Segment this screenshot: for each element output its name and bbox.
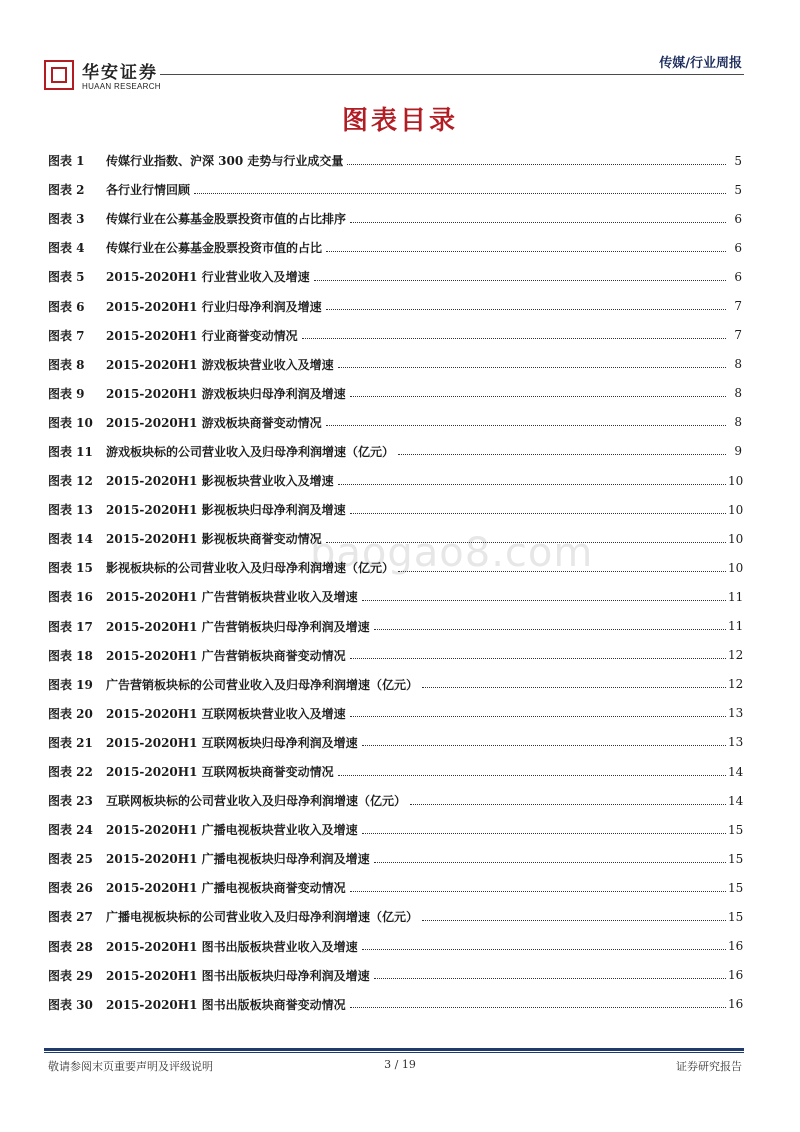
toc-entry[interactable] — [48, 233, 742, 262]
toc-entry-title: 2015-2020H1 图书出版板块营业收入及增速 — [106, 939, 358, 954]
toc-entry-page: 15 — [728, 880, 744, 895]
footer-divider-thin — [44, 1052, 744, 1053]
toc-entry-label: 图表 21 — [48, 735, 93, 750]
toc-entry-label: 图表 25 — [48, 852, 93, 867]
toc-entry-title: 互联网板块标的公司营业收入及归母净利润增速（亿元） — [106, 794, 407, 809]
toc-entry-leader — [338, 366, 726, 368]
toc-entry-leader — [347, 163, 726, 165]
toc-entry-leader — [338, 483, 726, 485]
toc-entry-title: 各行业行情回顾 — [106, 183, 191, 198]
toc-entry[interactable] — [48, 175, 742, 204]
toc-entry[interactable] — [48, 932, 742, 961]
toc-entry-page: 5 — [734, 153, 742, 168]
toc-entry-page: 7 — [734, 328, 742, 343]
toc-entry[interactable] — [48, 524, 742, 553]
toc-entry[interactable] — [48, 204, 742, 233]
toc-entry-title: 广告营销板块标的公司营业收入及归母净利润增速（亿元） — [106, 677, 419, 692]
toc-entry-label: 图表 22 — [48, 765, 93, 780]
toc-entry-title: 传媒行业在公募基金股票投资市值的占比排序 — [106, 212, 347, 227]
toc-entry[interactable] — [48, 350, 742, 379]
logo-english-name: HUAAN RESEARCH — [82, 82, 161, 91]
toc-entry[interactable] — [48, 699, 742, 728]
toc-entry-label: 图表 28 — [48, 939, 93, 954]
toc-entry[interactable] — [48, 815, 742, 844]
toc-entry-page: 14 — [728, 793, 744, 808]
toc-entry-leader — [374, 977, 726, 979]
toc-entry[interactable] — [48, 408, 742, 437]
toc-entry-title: 广播电视板块标的公司营业收入及归母净利润增速（亿元） — [106, 910, 419, 925]
toc-entry[interactable] — [48, 757, 742, 786]
toc-entry-label: 图表 18 — [48, 648, 93, 663]
toc-entry-label: 图表 26 — [48, 881, 93, 896]
toc-entry-leader — [422, 686, 726, 688]
toc-entry[interactable] — [48, 990, 742, 1019]
toc-entry-page: 11 — [728, 589, 744, 604]
footer-disclaimer: 敬请参阅末页重要声明及评级说明 — [48, 1060, 213, 1073]
toc-entry-page: 15 — [728, 851, 744, 866]
toc-entry-title: 影视板块标的公司营业收入及归母净利润增速（亿元） — [106, 561, 395, 576]
toc-entry-page: 13 — [728, 706, 744, 721]
toc-entry[interactable] — [48, 670, 742, 699]
toc-entry-page: 10 — [728, 560, 744, 575]
toc-entry[interactable] — [48, 321, 742, 350]
toc-entry-leader — [338, 774, 726, 776]
toc-entry-label: 图表 5 — [48, 270, 85, 285]
watermark-text: baogao8.com — [310, 530, 594, 576]
toc-entry-title: 2015-2020H1 游戏板块商誉变动情况 — [106, 415, 322, 430]
toc-entry-label: 图表 13 — [48, 503, 93, 518]
report-category-tag: 传媒/行业周报 — [659, 56, 742, 71]
logo-mark-icon — [44, 60, 74, 90]
toc-entry-page: 6 — [734, 211, 742, 226]
toc-entry[interactable] — [48, 466, 742, 495]
toc-entry[interactable] — [48, 553, 742, 582]
toc-entry-label: 图表 9 — [48, 386, 85, 401]
toc-entry-leader — [350, 657, 726, 659]
toc-entry-page: 10 — [728, 531, 744, 546]
toc-entry-leader — [326, 541, 726, 543]
toc-entry-leader — [374, 861, 726, 863]
toc-entry[interactable] — [48, 786, 742, 815]
toc-entry-label: 图表 12 — [48, 474, 93, 489]
toc-entry-page: 16 — [728, 939, 744, 954]
toc-entry-label: 图表 27 — [48, 910, 93, 925]
toc-entry[interactable] — [48, 902, 742, 931]
toc-entry-label: 图表 3 — [48, 212, 85, 227]
toc-entry[interactable] — [48, 641, 742, 670]
toc-entry-title: 游戏板块标的公司营业收入及归母净利润增速（亿元） — [106, 444, 395, 459]
toc-entry-page: 9 — [734, 444, 742, 459]
toc-entry[interactable] — [48, 379, 742, 408]
toc-entry-leader — [398, 570, 726, 572]
toc-entry-page: 10 — [728, 473, 744, 488]
toc-entry-page: 7 — [734, 299, 742, 314]
toc-entry-label: 图表 23 — [48, 794, 93, 809]
toc-entry-label: 图表 4 — [48, 241, 85, 256]
toc-entry-title: 2015-2020H1 互联网板块归母净利润及增速 — [106, 735, 358, 750]
toc-entry-leader — [314, 279, 726, 281]
toc-entry[interactable] — [48, 582, 742, 611]
toc-entry[interactable] — [48, 844, 742, 873]
toc-entry-leader — [326, 424, 726, 426]
toc-entry-label: 图表 11 — [48, 444, 93, 459]
toc-entry-page: 6 — [734, 240, 742, 255]
toc-entry[interactable] — [48, 262, 742, 291]
toc-entry-title: 2015-2020H1 行业归母净利润及增速 — [106, 299, 322, 314]
toc-entry-title: 2015-2020H1 影视板块营业收入及增速 — [106, 474, 334, 489]
toc-entry-label: 图表 1 — [48, 154, 85, 169]
toc-entry-title: 2015-2020H1 行业商誉变动情况 — [106, 328, 298, 343]
toc-entry-title: 传媒行业指数、沪深 300 走势与行业成交量 — [106, 154, 344, 169]
toc-entry-title: 2015-2020H1 广播电视板块商誉变动情况 — [106, 881, 346, 896]
toc-entry[interactable] — [48, 495, 742, 524]
logo-chinese-name: 华安证券 — [82, 63, 158, 83]
toc-entry-leader — [422, 919, 726, 921]
toc-entry[interactable] — [48, 291, 742, 320]
toc-entry-leader — [362, 599, 726, 601]
toc-entry-title: 2015-2020H1 互联网板块营业收入及增速 — [106, 706, 346, 721]
toc-entry-leader — [374, 628, 726, 630]
toc-entry-page: 16 — [728, 997, 744, 1012]
header-divider — [160, 74, 744, 75]
toc-entry-leader — [410, 803, 726, 805]
toc-entry-leader — [350, 395, 726, 397]
toc-entry-leader — [326, 308, 726, 310]
toc-entry-title: 2015-2020H1 游戏板块归母净利润及增速 — [106, 386, 346, 401]
toc-entry-leader — [350, 715, 726, 717]
toc-entry-label: 图表 20 — [48, 706, 93, 721]
toc-entry-page: 15 — [728, 822, 744, 837]
toc-entry-title: 传媒行业在公募基金股票投资市值的占比 — [106, 241, 323, 256]
toc-entry[interactable] — [48, 146, 742, 175]
toc-entry-page: 12 — [728, 648, 744, 663]
toc-entry-label: 图表 15 — [48, 561, 93, 576]
page-header — [0, 0, 800, 100]
toc-entry-leader — [350, 512, 726, 514]
toc-entry-page: 14 — [728, 764, 744, 779]
toc-entry-leader — [350, 1006, 726, 1008]
toc-entry-label: 图表 24 — [48, 823, 93, 838]
toc-entry-title: 2015-2020H1 影视板块归母净利润及增速 — [106, 503, 346, 518]
toc-entry-page: 8 — [734, 386, 742, 401]
figure-list — [48, 146, 742, 1019]
toc-entry-title: 2015-2020H1 游戏板块营业收入及增速 — [106, 357, 334, 372]
toc-entry-label: 图表 10 — [48, 415, 93, 430]
toc-entry-leader — [362, 744, 726, 746]
page-title: 图表目录 — [341, 106, 458, 136]
toc-entry-label: 图表 29 — [48, 968, 93, 983]
toc-entry-title: 2015-2020H1 广告营销板块商誉变动情况 — [106, 648, 346, 663]
toc-entry-leader — [398, 453, 726, 455]
toc-entry-page: 5 — [734, 182, 742, 197]
toc-entry[interactable] — [48, 873, 742, 902]
toc-entry-leader — [194, 192, 726, 194]
toc-entry[interactable] — [48, 612, 742, 641]
toc-entry-title: 2015-2020H1 图书出版板块商誉变动情况 — [106, 997, 346, 1012]
toc-entry-label: 图表 2 — [48, 183, 85, 198]
toc-entry-label: 图表 19 — [48, 677, 93, 692]
toc-entry-leader — [350, 890, 726, 892]
toc-entry-label: 图表 7 — [48, 328, 85, 343]
page-number: 3 / 19 — [384, 1058, 416, 1071]
toc-entry-page: 11 — [728, 619, 744, 634]
toc-entry-page: 6 — [734, 269, 742, 284]
toc-entry-label: 图表 6 — [48, 299, 85, 314]
toc-entry-page: 13 — [728, 735, 744, 750]
toc-entry-page: 15 — [728, 909, 744, 924]
toc-entry[interactable] — [48, 728, 742, 757]
toc-entry-leader — [362, 948, 726, 950]
toc-entry-title: 2015-2020H1 广播电视板块归母净利润及增速 — [106, 852, 370, 867]
company-logo — [44, 58, 184, 98]
toc-entry-title: 2015-2020H1 广播电视板块营业收入及增速 — [106, 823, 358, 838]
toc-entry[interactable] — [48, 961, 742, 990]
toc-entry-title: 2015-2020H1 互联网板块商誉变动情况 — [106, 765, 334, 780]
footer-report-type: 证券研究报告 — [676, 1060, 742, 1073]
toc-entry-label: 图表 14 — [48, 532, 93, 547]
toc-entry-label: 图表 16 — [48, 590, 93, 605]
toc-entry-label: 图表 30 — [48, 997, 93, 1012]
toc-entry-title: 2015-2020H1 影视板块商誉变动情况 — [106, 532, 322, 547]
toc-entry-page: 8 — [734, 415, 742, 430]
toc-entry-leader — [362, 832, 726, 834]
toc-entry-page: 10 — [728, 502, 744, 517]
toc-entry-title: 2015-2020H1 广告营销板块营业收入及增速 — [106, 590, 358, 605]
footer-divider — [44, 1048, 744, 1051]
toc-entry-label: 图表 8 — [48, 357, 85, 372]
toc-entry-page: 12 — [728, 677, 744, 692]
toc-entry-label: 图表 17 — [48, 619, 93, 634]
toc-entry[interactable] — [48, 437, 742, 466]
toc-entry-leader — [302, 337, 726, 339]
toc-entry-title: 2015-2020H1 广告营销板块归母净利润及增速 — [106, 619, 370, 634]
toc-entry-title: 2015-2020H1 图书出版板块归母净利润及增速 — [106, 968, 370, 983]
toc-entry-page: 16 — [728, 968, 744, 983]
toc-entry-leader — [326, 250, 726, 252]
toc-entry-page: 8 — [734, 357, 742, 372]
toc-entry-title: 2015-2020H1 行业营业收入及增速 — [106, 270, 310, 285]
toc-entry-leader — [350, 221, 726, 223]
